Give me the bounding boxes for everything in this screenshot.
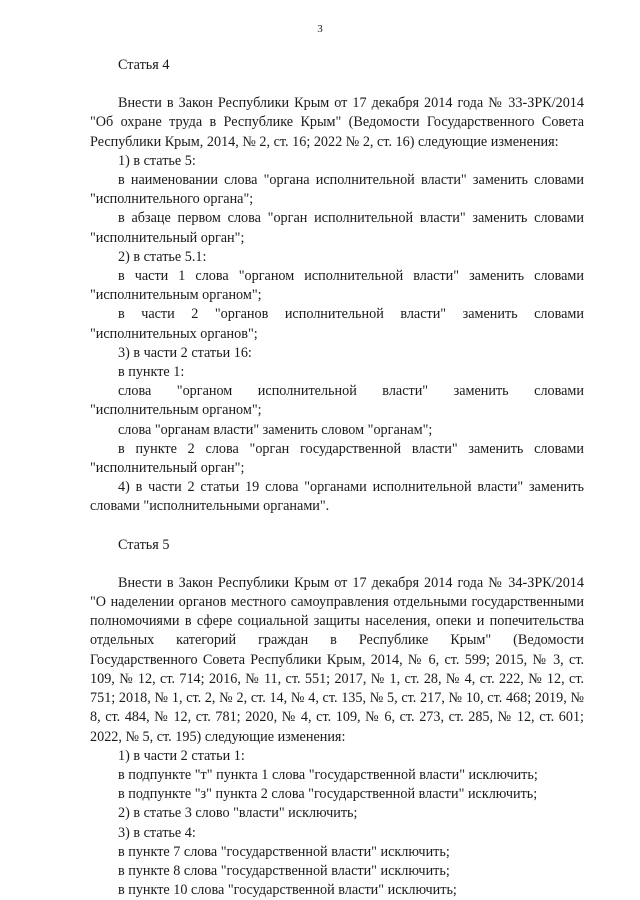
article-5-item: в подпункте "т" пункта 1 слова "государственной власти" исключить; (118, 766, 538, 783)
article-4-heading: Статья 4 (118, 57, 170, 73)
article-4-item: слова "органам власти" заменить словом "органам"; (118, 421, 433, 438)
article-4-item: в пункте 2 слова "орган государственной власти" заменить словами "исполнительный орган"; (90, 440, 584, 477)
article-4-item: в абзаце первом слова "орган исполнительной власти" заменить словами "исполнительный орган"; (90, 210, 584, 246)
section-gap (90, 517, 584, 536)
article-5-heading: Статья 5 (118, 536, 170, 553)
article-5-item: в пункте 8 слова "государственной власти" исключить; (118, 862, 450, 879)
article-4 (90, 56, 584, 517)
article-5-item: 1) в части 2 статьи 1: (118, 747, 245, 764)
article-4-item: 4) в части 2 статьи 19 слова "органами исполнительной власти" заменить словами "исполнительными органами". (90, 479, 584, 515)
page-number: 3 (317, 23, 323, 35)
article-5-item: 3) в статье 4: (118, 824, 196, 841)
article-4-item: 2) в статье 5.1: (118, 248, 207, 265)
document-body (90, 56, 584, 900)
article-5-item: в подпункте "з" пункта 2 слова "государственной власти" исключить; (118, 786, 538, 803)
article-5-item: в пункте 7 слова "государственной власти" исключить; (118, 843, 450, 860)
article-5-intro: Внести в Закон Республики Крым от 17 декабря 2014 года № 34-ЗРК/2014 "О наделении органов местного самоуправления отдельными государственными полномочиями в сфере социальной защиты населения, опеки и попечительства отдельных категорий граждан в Республике Крым" (Ведомости Государственного Совета Республики Крым, 2014, № 6, ст. 599; 2015, № 3, ст. 109, № 12, ст. 714; 2016, № 11, ст. 551; 2017, № 1, ст. 28, № 4, ст. 222, № 12, ст. 751; 2018, № 1, ст. 2, № 2, ст. 14, № 4, ст. 135, № 5, ст. 217, № 10, ст. 468; 2019, № 8, ст. 484, № 12, ст. 781; 2020, № 4, ст. 109, № 6, ст. 273, ст. 285, № 12, ст. 601; 2022, № 5, ст. 195) следующие изменения: (90, 574, 584, 745)
article-4-item: слова "органом исполнительной власти" заменить словами "исполнительным органом"; (90, 383, 584, 419)
article-4-item: в части 2 "органов исполнительной власти" заменить словами "исполнительных органов"; (90, 306, 584, 342)
article-4-item: в наименовании слова "органа исполнительной власти" заменить словами "исполнительного органа"; (90, 172, 584, 208)
article-5-item: в пункте 10 слова "государственной власти" исключить; (118, 882, 457, 899)
article-4-item: 1) в статье 5: (118, 152, 196, 169)
article-4-item: в части 1 слова "органом исполнительной власти" заменить словами "исполнительным органом"; (90, 268, 584, 304)
article-4-item: в пункте 1: (118, 364, 185, 381)
article-4-item: 3) в части 2 статьи 16: (118, 344, 252, 361)
article-5 (90, 536, 584, 900)
article-5-item: 2) в статье 3 слово "власти" исключить; (118, 805, 358, 822)
article-4-intro: Внести в Закон Республики Крым от 17 декабря 2014 года № 33-ЗРК/2014 "Об охране труда в Республике Крым" (Ведомости Государственного Совета Республики Крым, 2014, № 2, ст. 16; 2022 № 2, ст. 16) следующие изменения: (90, 95, 584, 150)
